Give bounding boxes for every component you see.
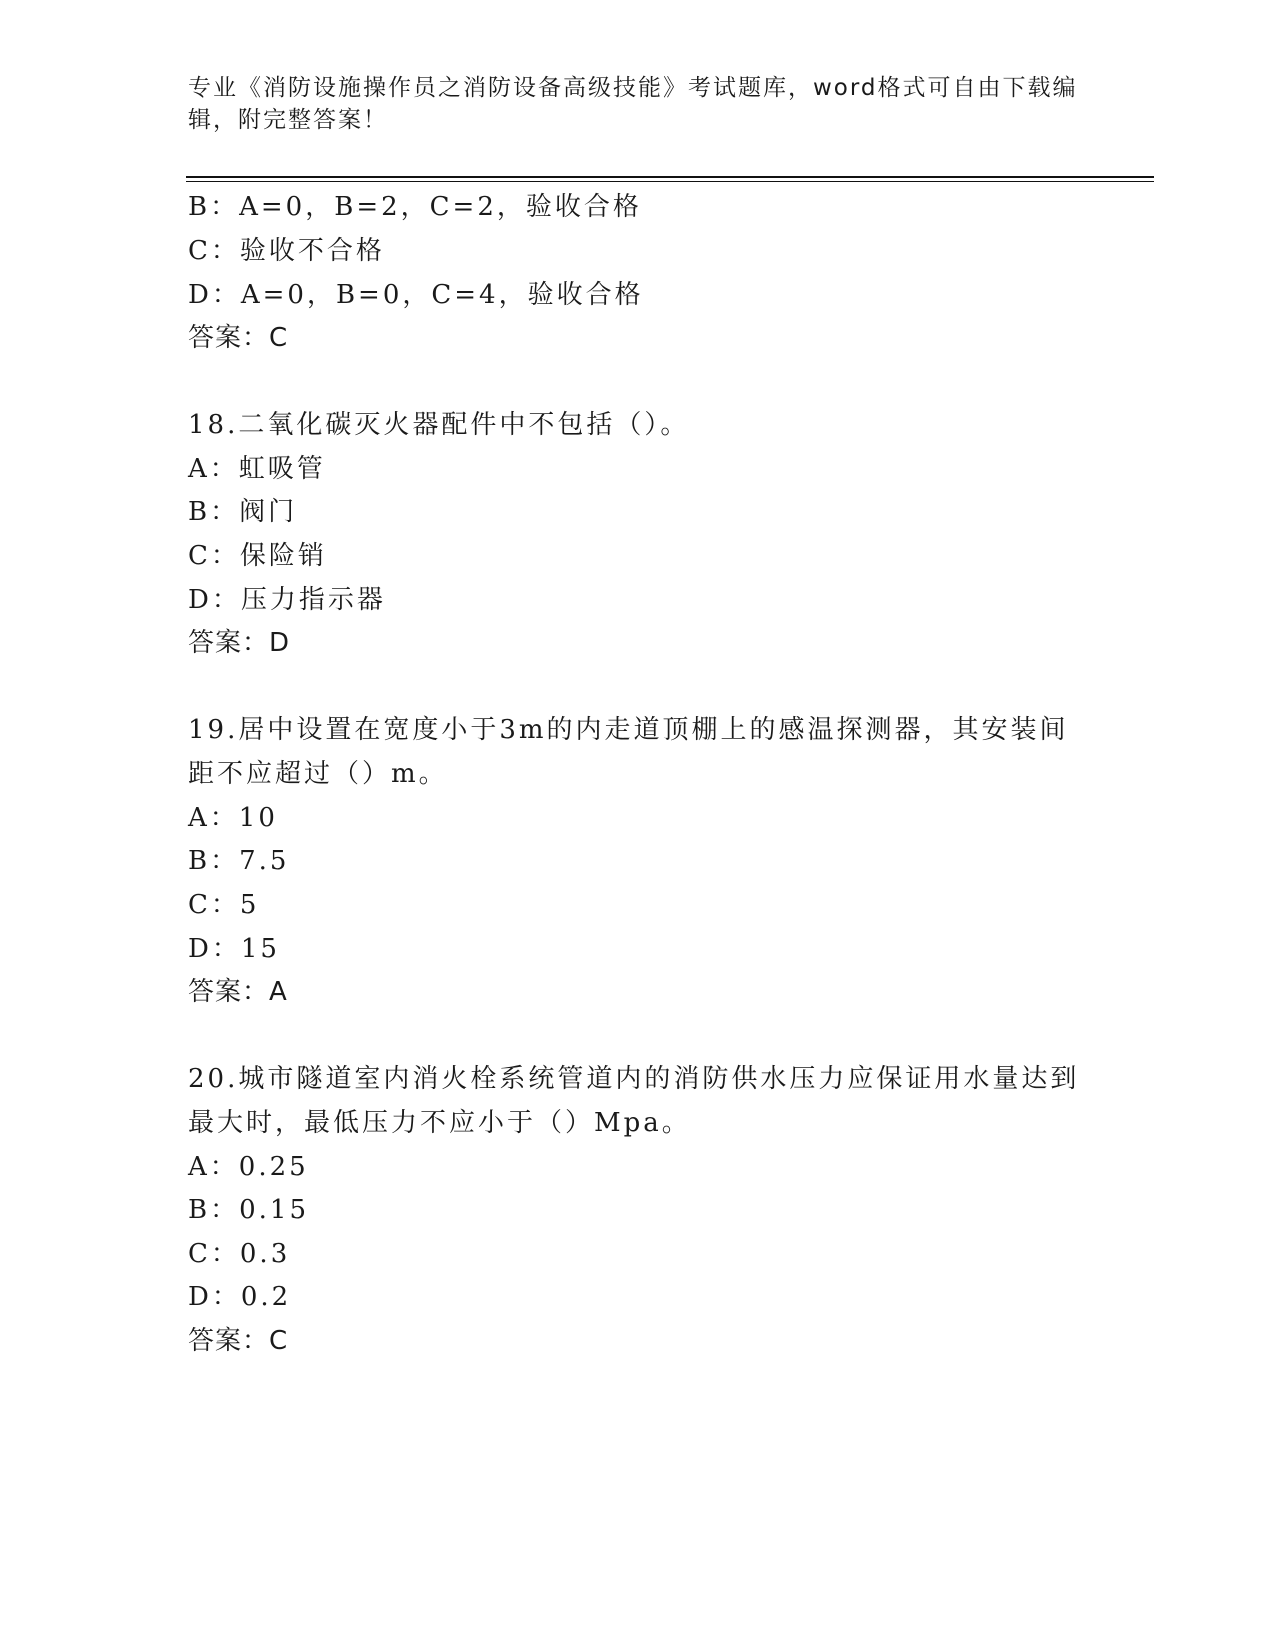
q19-option-c: C：5 xyxy=(188,890,260,920)
header-divider-thick xyxy=(186,176,1154,178)
q19-option-b: B：7.5 xyxy=(188,846,290,876)
q18-option-b: B：阀门 xyxy=(188,497,298,527)
q19-option-d: D：15 xyxy=(188,934,280,964)
q19-answer: 答案：A xyxy=(188,977,288,1007)
q20-option-a: A：0.25 xyxy=(188,1152,309,1182)
q18-answer: 答案：D xyxy=(188,628,291,658)
q19-question-line-1: 19.居中设置在宽度小于3m的内走道顶棚上的感温探测器，其安装间 xyxy=(188,715,1069,745)
q18-question: 18.二氧化碳灭火器配件中不包括（）。 xyxy=(188,410,690,440)
q18-option-c: C：保险销 xyxy=(188,541,327,571)
q20-question-line-1: 20.城市隧道室内消火栓系统管道内的消防供水压力应保证用水量达到 xyxy=(188,1064,1080,1094)
q20-option-d: D：0.2 xyxy=(188,1282,292,1312)
q20-option-c: C：0.3 xyxy=(188,1239,291,1269)
q20-answer: 答案：C xyxy=(188,1326,289,1356)
q19-question-line-2: 距不应超过（）m。 xyxy=(188,759,448,789)
header-line-1: 专业《消防设施操作员之消防设备高级技能》考试题库，word格式可自由下载编 xyxy=(188,75,1078,101)
q18-option-d: D：压力指示器 xyxy=(188,585,386,615)
q17-answer: 答案：C xyxy=(188,323,289,353)
q20-option-b: B：0.15 xyxy=(188,1195,309,1225)
q17-option-d: D：A=0，B=0，C=4，验收合格 xyxy=(188,280,644,310)
document-header xyxy=(188,72,1078,136)
q18-option-a: A：虹吸管 xyxy=(188,454,326,484)
q17-option-c: C：验收不合格 xyxy=(188,236,385,266)
q20-question-line-2: 最大时，最低压力不应小于（）Mpa。 xyxy=(188,1108,691,1138)
q17-option-b: B：A=0，B=2，C=2，验收合格 xyxy=(188,192,642,222)
q19-option-a: A：10 xyxy=(188,803,278,833)
header-divider-thin xyxy=(186,181,1154,182)
header-line-2: 辑，附完整答案！ xyxy=(188,107,388,133)
